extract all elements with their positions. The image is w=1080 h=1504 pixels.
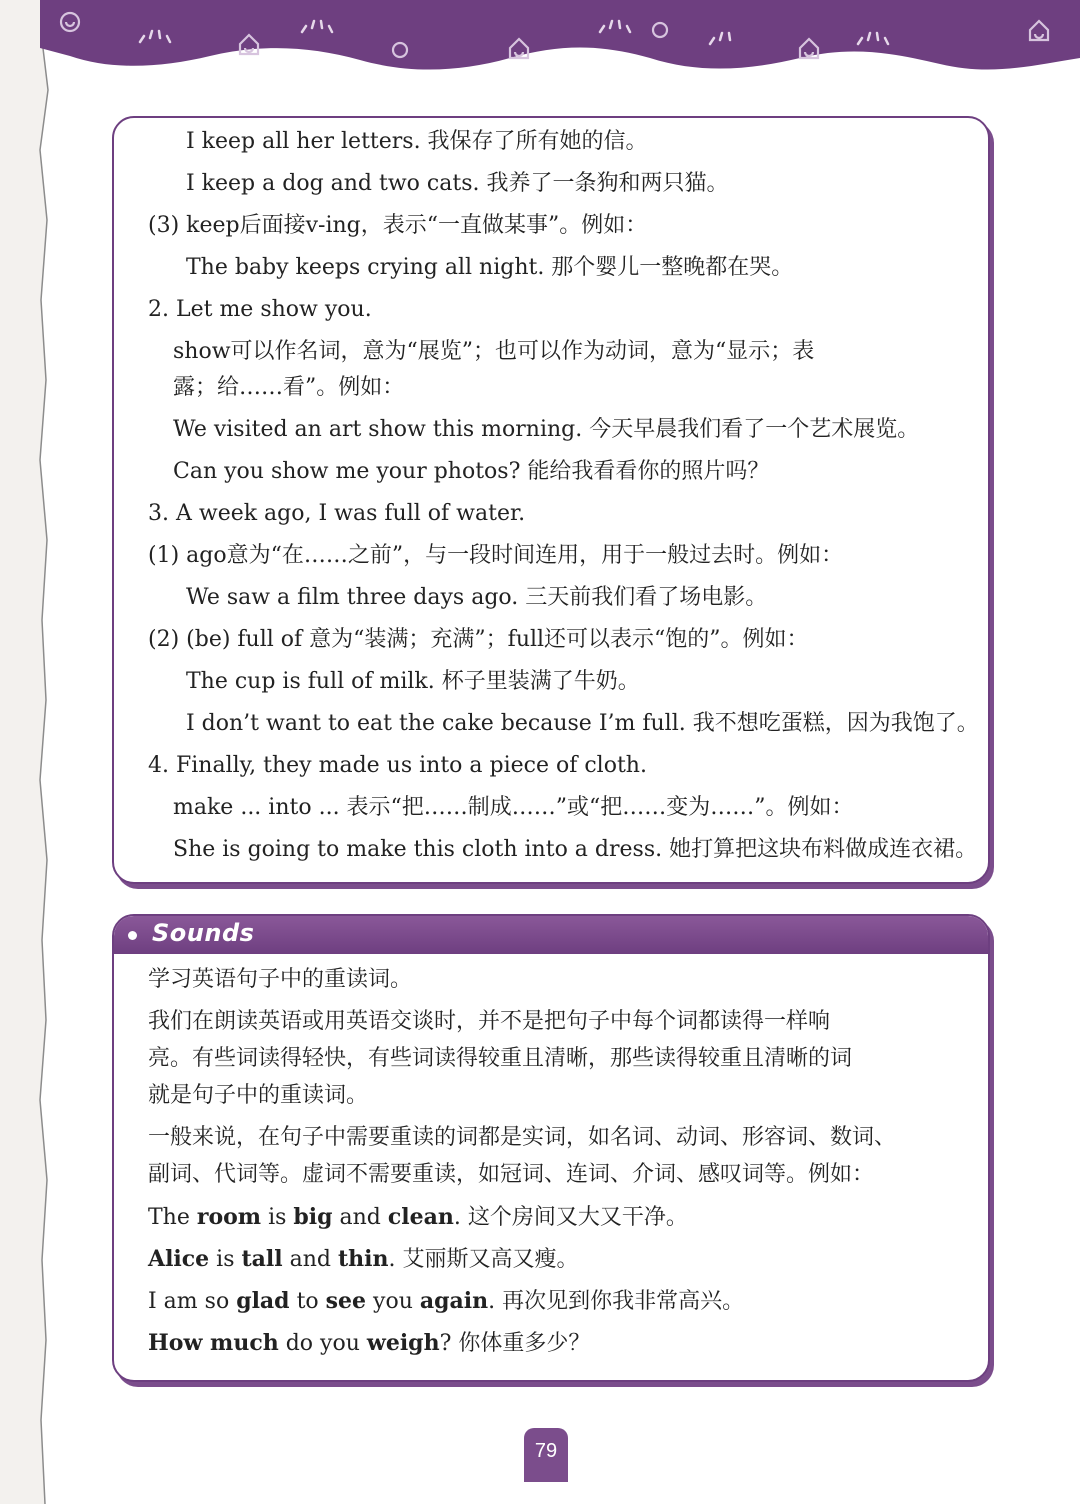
note-line: We saw a film three days ago. 三天前我们看了场电影。 [186, 585, 768, 610]
note-line: (3) keep后面接v-ing，表示“一直做某事”。例如： [148, 213, 648, 238]
stressed-word: Alice [148, 1246, 210, 1272]
sentence-text: . 再次见到你我非常高兴。 [488, 1289, 745, 1314]
example-sentence [148, 1243, 579, 1276]
sentence-text: I am so [148, 1289, 237, 1314]
sounds-paragraph-line: 就是句子中的重读词。 [148, 1083, 369, 1108]
note-line: The baby keeps crying all night. 那个婴儿一整晚都在哭。 [186, 255, 794, 280]
note-line: I don’t want to eat the cake because I’m full. 我不想吃蛋糕，因为我饱了。 [186, 711, 979, 736]
sentence-text: . 这个房间又大又干净。 [453, 1205, 688, 1230]
stressed-word: see [325, 1288, 367, 1314]
bullet-icon [128, 931, 137, 940]
page-number: 79 [524, 1428, 568, 1482]
stressed-word: clean [387, 1204, 454, 1230]
sentence-text: you [366, 1289, 420, 1314]
stressed-word: glad [236, 1288, 290, 1314]
note-line: The cup is full of milk. 杯子里装满了牛奶。 [186, 669, 640, 694]
sentence-text: to [289, 1289, 326, 1314]
stressed-word: How much [148, 1330, 279, 1356]
sentence-text: ? 你体重多少？ [439, 1331, 591, 1356]
sounds-paragraph-line: 我们在朗读英语或用英语交谈时，并不是把句子中每个词都读得一样响 [148, 1009, 831, 1034]
example-sentence [148, 1285, 744, 1318]
note-line: (1) ago意为“在……之前”，与一段时间连用，用于一般过去时。例如： [148, 543, 844, 568]
note-line: Can you show me your photos? 能给我看看你的照片吗？ [173, 459, 770, 484]
sounds-intro: 学习英语句子中的重读词。 [148, 967, 413, 992]
stressed-word: again [419, 1288, 489, 1314]
sounds-title: Sounds [152, 919, 255, 947]
note-line: 露；给……看”。例如： [173, 375, 405, 400]
example-sentence [148, 1201, 688, 1234]
sentence-text: The [148, 1205, 197, 1230]
sounds-paragraph-line: 副词、代词等。虚词不需要重读，如冠词、连词、介词、感叹词等。例如： [148, 1162, 875, 1187]
sentence-text: . 艾丽斯又高又瘦。 [388, 1247, 579, 1272]
stressed-word: tall [241, 1246, 283, 1272]
sounds-header [114, 916, 988, 954]
note-line: I keep all her letters. 我保存了所有她的信。 [186, 129, 648, 154]
sentence-text: do you [278, 1331, 367, 1356]
sentence-text: and [332, 1205, 388, 1230]
torn-page-edge [0, 0, 60, 1504]
sounds-paragraph-line: 一般来说，在句子中需要重读的词都是实词，如名词、动词、形容词、数词、 [148, 1125, 897, 1150]
note-line: She is going to make this cloth into a dress. 她打算把这块布料做成连衣裙。 [173, 837, 978, 862]
note-heading: 3. A week ago, I was full of water. [148, 501, 526, 526]
sentence-text: and [282, 1247, 338, 1272]
stressed-word: thin [338, 1246, 389, 1272]
note-heading: 4. Finally, they made us into a piece of cloth. [148, 753, 647, 778]
example-sentence [148, 1327, 590, 1360]
note-line: I keep a dog and two cats. 我养了一条狗和两只猫。 [186, 171, 729, 196]
sounds-paragraph-line: 亮。有些词读得轻快，有些词读得较重且清晰，那些读得较重且清晰的词 [148, 1046, 853, 1071]
sentence-text: is [261, 1205, 294, 1230]
stressed-word: room [196, 1204, 262, 1230]
note-line: show可以作名词，意为“展览”；也可以作为动词，意为“显示；表 [173, 339, 815, 364]
sentence-text: is [209, 1247, 242, 1272]
note-line: (2) (be) full of 意为“装满；充满”；full还可以表示“饱的”。例如： [148, 627, 809, 652]
stressed-word: weigh [366, 1330, 440, 1356]
stressed-word: big [293, 1204, 333, 1230]
decorative-banner [40, 0, 1080, 80]
note-heading: 2. Let me show you. [148, 297, 372, 322]
note-line: make ... into ... 表示“把……制成……”或“把……变为……”。例如： [173, 795, 854, 820]
note-line: We visited an art show this morning. 今天早晨我们看了一个艺术展览。 [173, 417, 920, 442]
